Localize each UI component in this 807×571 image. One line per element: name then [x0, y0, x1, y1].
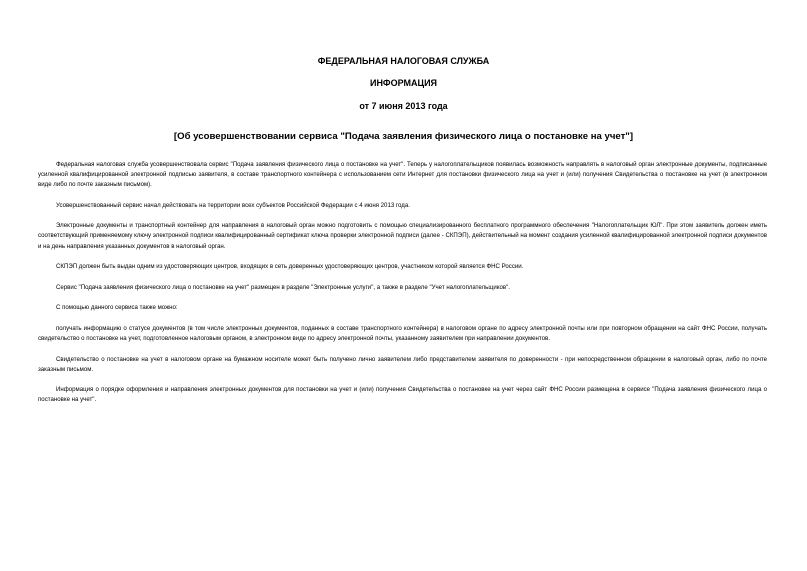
paragraph: Свидетельство о постановке на учет в налоговом органе на бумажном носителе может быть получено лично заявителем либо представителем заявителя по доверенности - при непосредственном обращении в налоговый орган, либо по почте заказным письмом. [38, 355, 767, 373]
document-subject: [Об усовершенствовании сервиса "Подача заявления физического лица о постановке на учет"] [173, 131, 634, 142]
document-date: от 7 июня 2013 года [359, 101, 448, 111]
paragraph: Сервис "Подача заявления физического лица о постановке на учет" размещен в разделе "Электронные услуги", а также в разделе "Учет налогоплательщиков". [56, 283, 510, 291]
paragraph: Информация о порядке оформления и направления электронных документов для постановки на учет и (или) получения Свидетельства о постановке на учет через сайт ФНС России размещена в сервисе "Подача заявления физического лица о постановке на учет". [38, 386, 767, 404]
document-body [38, 160, 767, 416]
paragraph: Федеральная налоговая служба усовершенствовала сервис "Подача заявления физического лица о постановке на учет". Теперь у налогоплательщиков появилась возможность направлять в налоговый орган электронные документы, подписанные усиленной квалифицированной электронной подписью заявителя, в составе транспортного контейнера с использованием сети Интернет для постановки физического лица на учет и (или) получения Свидетельства о постановке на учет (в электронном виде либо по почте заказным письмом). [38, 161, 767, 189]
paragraph: Электронные документы и транспортный контейнер для направления в налоговый орган можно подготовить с помощью специализированного бесплатного программного обеспечения "Налогоплательщик ЮЛ". При этом заявитель должен иметь соответствующий применяемому ключу электронной подписи квалифицированный сертификат ключа проверки электронной подписи (далее - СКПЭП), действительный на момент создания усиленной квалифицированной электронной подписи документов и на день направления указанных документов в налоговый орган. [38, 222, 767, 250]
agency-title: ФЕДЕРАЛЬНАЯ НАЛОГОВАЯ СЛУЖБА [317, 56, 490, 66]
paragraph: получать информацию о статусе документов (в том числе электронных документов, поданных в составе транспортного контейнера) в налоговом органе по адресу электронной почты или при повторном обращении на сайт ФНС России, получать свидетельство о постановке на учет, подготовленное налоговым органом, в электронном виде по адресу электронной почты, указанному заявителем при направлении документов. [38, 324, 767, 343]
paragraph: С помощью данного сервиса также можно: [56, 304, 178, 312]
document-type: ИНФОРМАЦИЯ [369, 78, 438, 88]
paragraph: Усовершенствованный сервис начал действовать на территории всех субъектов Российской Федерации с 4 июня 2013 года. [56, 201, 410, 209]
paragraph: СКПЭП должен быть выдан одним из удостоверяющих центров, входящих в сеть доверенных удостоверяющих центров, участником которой является ФНС России. [56, 263, 524, 271]
